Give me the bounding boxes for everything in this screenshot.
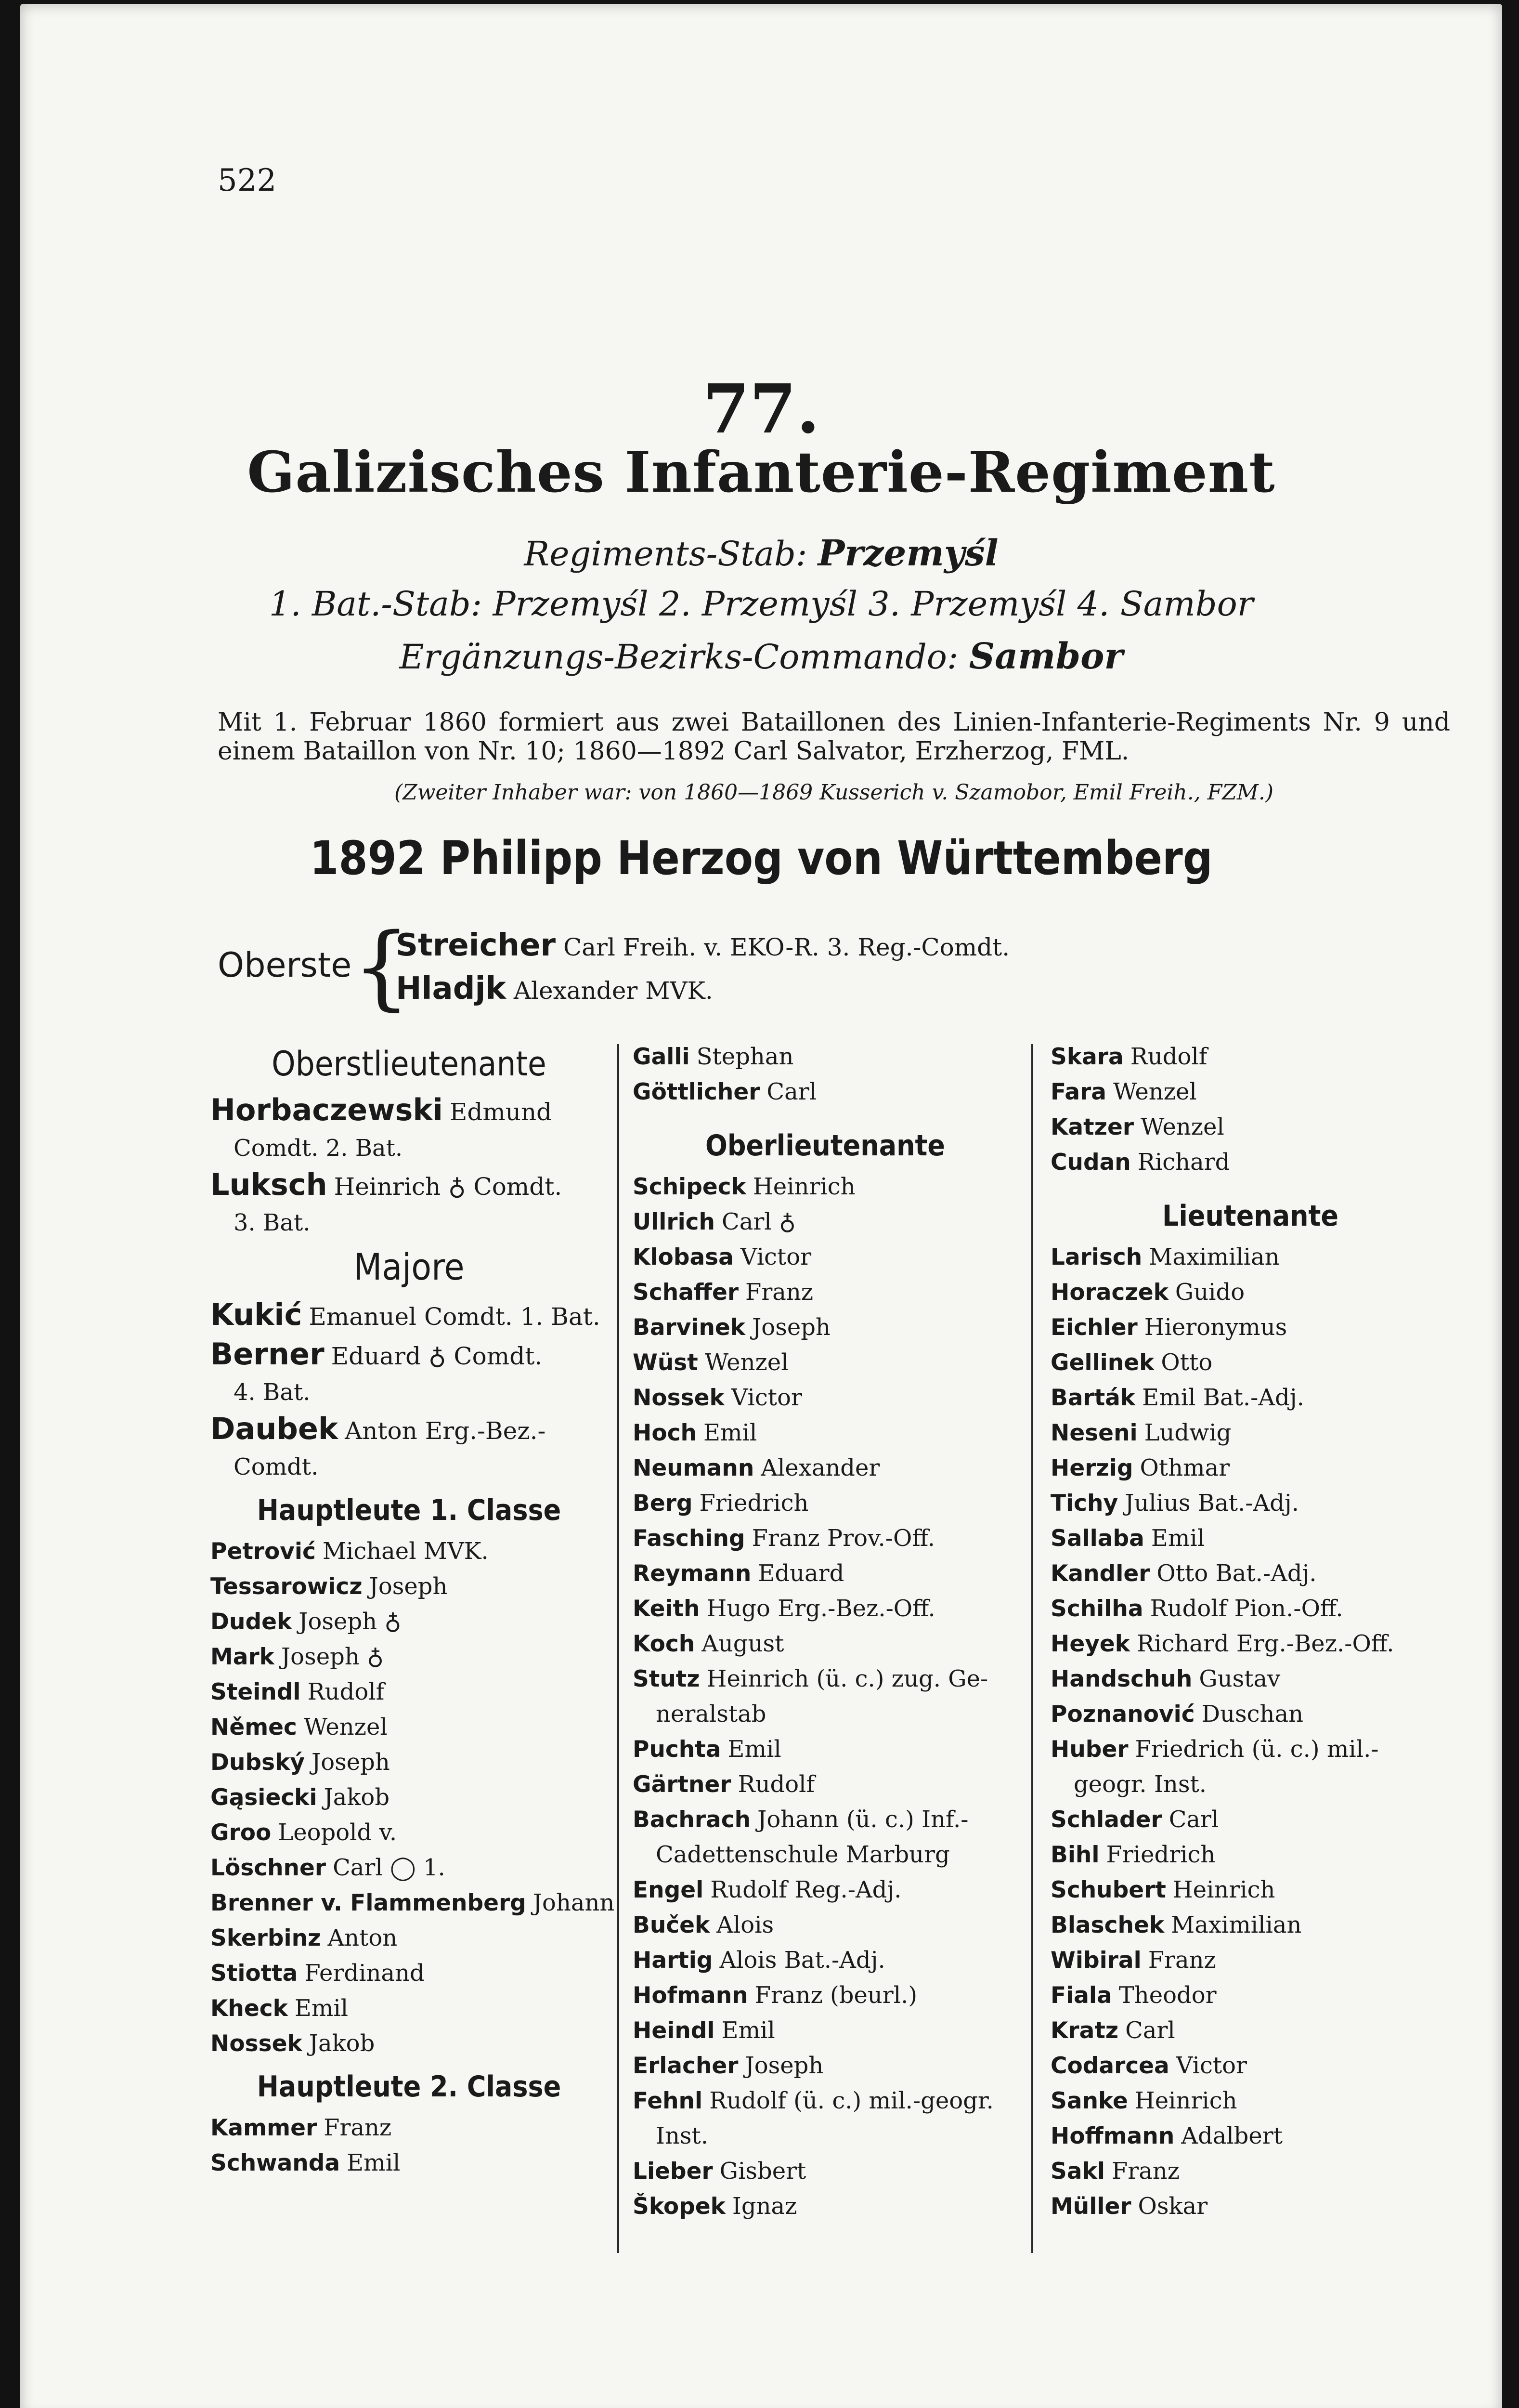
officer-surname: Handschuh bbox=[1051, 1666, 1193, 1692]
officer-surname: Mark bbox=[210, 1644, 274, 1670]
roster-entry bbox=[633, 1872, 1018, 1908]
officer-surname: Huber bbox=[1051, 1736, 1129, 1763]
officer-surname: Hoffmann bbox=[1051, 2123, 1175, 2149]
officer-detail: Heinrich bbox=[753, 1173, 856, 1200]
oberste-brace: { bbox=[352, 914, 411, 1020]
officer-surname: Dubský bbox=[210, 1749, 305, 1776]
officer-detail-continuation: Comdt. 2. Bat. bbox=[234, 1135, 403, 1162]
officer-surname: Neumann bbox=[633, 1455, 754, 1481]
roster-entry bbox=[633, 1486, 1018, 1521]
officer-surname: Hartig bbox=[633, 1947, 713, 1974]
officer-surname: Heindl bbox=[633, 2017, 715, 2044]
officer-detail: Theodor bbox=[1118, 1982, 1217, 2009]
roster-entry bbox=[1051, 1486, 1450, 1521]
officer-detail: Ludwig bbox=[1144, 1419, 1232, 1446]
officer-surname: Tichy bbox=[1051, 1490, 1118, 1517]
officer-detail: Edmund bbox=[449, 1098, 552, 1126]
officer-detail: Wenzel bbox=[1113, 1078, 1197, 1105]
section-heading-hauptleute-1: Hauptleute 1. Classe bbox=[257, 1493, 561, 1527]
officer-surname: Cudan bbox=[1051, 1149, 1131, 1176]
oberst-entry bbox=[396, 971, 713, 1007]
roster-entry bbox=[1051, 1556, 1450, 1591]
officer-surname: Skerbinz bbox=[210, 1925, 321, 1951]
officer-detail: Rudolf bbox=[1130, 1043, 1207, 1070]
roster-entry bbox=[633, 1662, 1018, 1697]
officer-surname: Petrović bbox=[210, 1538, 316, 1565]
officer-detail: Alois Bat.-Adj. bbox=[719, 1947, 885, 1974]
officer-surname: Stutz bbox=[633, 1666, 700, 1692]
officer-surname: Bachrach bbox=[633, 1806, 751, 1833]
officer-detail: Jakob bbox=[324, 1784, 390, 1811]
officer-detail: Heinrich bbox=[1172, 1876, 1275, 1903]
officer-surname: Blaschek bbox=[1051, 1912, 1165, 1938]
officer-surname: Puchta bbox=[633, 1736, 721, 1763]
roster-entry bbox=[633, 1039, 1018, 1074]
officer-surname: Ullrich bbox=[633, 1209, 715, 1235]
officer-surname: Sanke bbox=[1051, 2088, 1128, 2114]
oberste-label: Oberste bbox=[218, 945, 352, 985]
officer-surname: Codarcea bbox=[1051, 2053, 1169, 2079]
officer-surname: Klobasa bbox=[633, 1244, 734, 1270]
officer-surname: Poznanović bbox=[1051, 1701, 1195, 1727]
page-number: 522 bbox=[218, 163, 277, 198]
officer-detail: Michael MVK. bbox=[322, 1538, 489, 1565]
second-owner-note: (Zweiter Inhaber war: von 1860—1869 Kusserich v. Szamobor, Emil Freih., FZM.) bbox=[394, 780, 1274, 805]
roster-entry bbox=[1051, 1837, 1450, 1872]
roster-entry bbox=[1051, 1240, 1450, 1275]
roster-entry bbox=[1051, 1872, 1450, 1908]
officer-surname: Galli bbox=[633, 1044, 690, 1070]
column-right bbox=[1051, 1039, 1450, 2224]
officer-surname: Engel bbox=[633, 1877, 704, 1903]
officer-surname: Kammer bbox=[210, 2115, 317, 2141]
roster-entry bbox=[1051, 1110, 1450, 1145]
officer-detail: Friedrich (ü. c.) mil.- bbox=[1135, 1736, 1379, 1763]
officer-surname: Gellinek bbox=[1051, 1349, 1155, 1376]
section-heading-lieutenante: Lieutenante bbox=[1162, 1199, 1339, 1233]
officer-detail: Gisbert bbox=[719, 2158, 806, 2185]
officer-surname: Hofmann bbox=[633, 1982, 748, 2009]
officer-surname: Horaczek bbox=[1051, 1279, 1168, 1306]
roster-entry bbox=[210, 1569, 608, 1604]
officer-detail: Joseph ♁ bbox=[281, 1643, 384, 1670]
roster-entry bbox=[1051, 2083, 1450, 2119]
roster-entry bbox=[210, 1815, 608, 1850]
officer-detail: Heinrich (ü. c.) zug. Ge- bbox=[706, 1665, 988, 1692]
roster-entry bbox=[210, 1780, 608, 1815]
officer-surname: Groo bbox=[210, 1819, 272, 1846]
officer-detail: Rudolf bbox=[307, 1678, 385, 1705]
officer-surname: Barták bbox=[1051, 1385, 1136, 1411]
officer-surname: Schilha bbox=[1051, 1596, 1143, 1622]
officer-detail: Alois bbox=[716, 1911, 774, 1938]
officer-detail: Carl ◯ 1. bbox=[333, 1854, 445, 1881]
officer-detail: Emil bbox=[347, 2149, 401, 2176]
regiments-stab-value: Przemyśl bbox=[818, 533, 999, 574]
roster-entry bbox=[633, 2013, 1018, 2048]
officer-detail: Richard bbox=[1137, 1149, 1230, 1176]
roster-entry bbox=[633, 1943, 1018, 1978]
roster-entry bbox=[210, 1991, 608, 2026]
officer-detail: Otto bbox=[1161, 1349, 1213, 1376]
roster-entry bbox=[210, 2146, 608, 2181]
officer-surname: Koch bbox=[633, 1631, 695, 1657]
officer-detail: Rudolf Reg.-Adj. bbox=[710, 1876, 902, 1903]
column-left bbox=[210, 1039, 615, 2181]
roster-entry bbox=[633, 1908, 1018, 1943]
officer-detail: Oskar bbox=[1138, 2193, 1208, 2220]
roster-entry bbox=[633, 1074, 1018, 1110]
roster-entry bbox=[1051, 1943, 1450, 1978]
officer-detail: Joseph ♁ bbox=[299, 1608, 402, 1635]
oberst-detail: Carl Freih. v. EKO-R. 3. Reg.-Comdt. bbox=[563, 933, 1010, 961]
officer-detail: Rudolf Pion.-Off. bbox=[1150, 1595, 1343, 1622]
officer-detail: Victor bbox=[731, 1384, 802, 1411]
officer-detail: Joseph bbox=[312, 1749, 390, 1776]
officer-detail: Emil bbox=[727, 1736, 781, 1763]
officer-detail: Ferdinand bbox=[304, 1960, 425, 1987]
roster-entry bbox=[633, 1591, 1018, 1626]
officer-detail: Carl bbox=[1168, 1806, 1219, 1833]
roster-entry bbox=[1051, 1732, 1450, 1767]
column-divider bbox=[617, 1044, 619, 2253]
officer-surname: Škopek bbox=[633, 2193, 726, 2220]
officer-surname: Gąsiecki bbox=[210, 1784, 317, 1811]
officer-surname: Erlacher bbox=[633, 2053, 739, 2079]
roster-entry bbox=[1051, 1380, 1450, 1415]
officer-surname: Reymann bbox=[633, 1560, 752, 1587]
roster-entry bbox=[1051, 1039, 1450, 1074]
roster-entry bbox=[1051, 1626, 1450, 1662]
roster-entry bbox=[1051, 1978, 1450, 2013]
officer-surname: Schaffer bbox=[633, 1279, 739, 1306]
officer-detail: Emil bbox=[294, 1995, 349, 2022]
officer-detail-continuation: Cadettenschule Marburg bbox=[656, 1841, 950, 1868]
officer-detail: Eduard bbox=[758, 1560, 844, 1587]
history-paragraph: Mit 1. Februar 1860 formiert aus zwei Bataillonen des Linien-Infanterie-Regiments Nr. 9 und einem Bataillon von Nr. 10; 1860—1892 Carl Salvator, Erzherzog, FML. bbox=[218, 708, 1450, 766]
officer-detail: Franz Prov.-Off. bbox=[752, 1525, 935, 1552]
officer-detail: Hieronymus bbox=[1144, 1314, 1287, 1341]
roster-entry bbox=[1051, 1591, 1450, 1626]
officer-detail: Joseph bbox=[752, 1314, 831, 1341]
officer-surname: Kheck bbox=[210, 1995, 288, 2022]
officer-detail-continuation: 3. Bat. bbox=[234, 1209, 311, 1236]
officer-detail: Heinrich ♁ Comdt. bbox=[334, 1173, 562, 1201]
officer-surname: Wibiral bbox=[1051, 1947, 1142, 1974]
officer-detail: Carl bbox=[766, 1078, 817, 1105]
roster-entry bbox=[633, 2083, 1018, 2119]
ergaenzung-label: Ergänzungs-Bezirks-Commando: bbox=[399, 637, 969, 677]
officer-surname: Brenner v. Flammenberg bbox=[210, 1890, 526, 1916]
roster-entry bbox=[1051, 2013, 1450, 2048]
officer-surname: Schubert bbox=[1051, 1877, 1166, 1903]
officer-detail: Richard Erg.-Bez.-Off. bbox=[1136, 1630, 1394, 1657]
officer-surname: Gärtner bbox=[633, 1771, 731, 1798]
officer-detail: Emil bbox=[721, 2017, 775, 2044]
roster-entry bbox=[633, 1275, 1018, 1310]
officer-surname: Nossek bbox=[210, 2030, 302, 2057]
officer-surname: Fiala bbox=[1051, 1982, 1112, 2009]
roster-entry bbox=[1051, 1145, 1450, 1180]
officer-surname: Tessarowicz bbox=[210, 1573, 363, 1600]
section-heading-hauptleute-2: Hauptleute 2. Classe bbox=[257, 2070, 561, 2104]
officer-detail: Johann bbox=[532, 1889, 615, 1916]
roster-entry bbox=[633, 1732, 1018, 1767]
oberst-name: Streicher bbox=[396, 928, 556, 963]
officer-detail: Wenzel bbox=[1141, 1113, 1224, 1140]
roster-entry bbox=[633, 1767, 1018, 1802]
officer-detail: Jakob bbox=[309, 2030, 375, 2057]
officer-surname: Dudek bbox=[210, 1609, 292, 1635]
roster-entry bbox=[633, 1978, 1018, 2013]
ergaenzung-line bbox=[20, 636, 1502, 677]
section-heading-majore: Majore bbox=[353, 1245, 465, 1288]
roster-entry bbox=[1051, 1908, 1450, 1943]
officer-detail-continuation: 4. Bat. bbox=[234, 1379, 311, 1406]
bataillon-stab-line: 1. Bat.-Stab: Przemyśl 2. Przemyśl 3. Przemyśl 4. Sambor bbox=[269, 584, 1254, 624]
officer-surname: Löschner bbox=[210, 1855, 326, 1881]
officer-surname: Wüst bbox=[633, 1349, 698, 1376]
officer-detail: Emil Bat.-Adj. bbox=[1142, 1384, 1304, 1411]
officer-detail: Alexander bbox=[761, 1454, 880, 1481]
officer-detail-continuation: Comdt. bbox=[234, 1453, 319, 1480]
roster-entry bbox=[1051, 1521, 1450, 1556]
roster-entry bbox=[1051, 1275, 1450, 1310]
ergaenzung-value: Sambor bbox=[969, 636, 1123, 677]
roster-entry bbox=[633, 1310, 1018, 1345]
officer-surname: Fara bbox=[1051, 1079, 1106, 1105]
officer-detail: Emil bbox=[1151, 1525, 1205, 1552]
regiment-number: 77. bbox=[702, 370, 820, 449]
officer-detail: Franz bbox=[324, 2114, 392, 2141]
officer-surname: Sakl bbox=[1051, 2158, 1105, 2185]
officer-detail: Eduard ♁ Comdt. bbox=[331, 1342, 543, 1370]
officer-detail: Johann (ü. c.) Inf.- bbox=[757, 1806, 969, 1833]
roster-entry bbox=[1051, 1451, 1450, 1486]
regiments-stab-label: Regiments-Stab: bbox=[524, 534, 818, 574]
roster-entry bbox=[210, 1410, 608, 1450]
officer-detail: Wenzel bbox=[303, 1714, 388, 1741]
officer-detail: Duschan bbox=[1201, 1701, 1303, 1727]
roster-entry bbox=[210, 1850, 608, 1885]
officer-detail: Franz (beurl.) bbox=[754, 1982, 918, 2009]
officer-surname: Schwanda bbox=[210, 2150, 340, 2176]
roster-entry bbox=[633, 1556, 1018, 1591]
roster-entry bbox=[1051, 1662, 1450, 1697]
officer-detail: Friedrich bbox=[1106, 1841, 1216, 1868]
oberst-entry bbox=[396, 928, 1010, 963]
officer-surname: Berg bbox=[633, 1490, 693, 1517]
officer-surname: Skara bbox=[1051, 1044, 1124, 1070]
officer-detail: Stephan bbox=[696, 1043, 794, 1070]
roster-entry bbox=[1051, 1697, 1450, 1732]
officer-detail: Emanuel Comdt. 1. Bat. bbox=[309, 1303, 600, 1331]
officer-detail-continuation: geogr. Inst. bbox=[1074, 1771, 1207, 1798]
roster-entry bbox=[1051, 1074, 1450, 1110]
officer-detail: Otto Bat.-Adj. bbox=[1156, 1560, 1317, 1587]
roster-entry bbox=[633, 1380, 1018, 1415]
officer-detail: Maximilian bbox=[1149, 1243, 1280, 1270]
roster-entry bbox=[633, 1240, 1018, 1275]
officer-surname: Heyek bbox=[1051, 1631, 1130, 1657]
column-divider bbox=[1031, 1044, 1033, 2253]
officer-detail: Othmar bbox=[1140, 1454, 1230, 1481]
officer-surname: Müller bbox=[1051, 2193, 1131, 2220]
officer-detail: Hugo Erg.-Bez.-Off. bbox=[706, 1595, 935, 1622]
officer-surname: Lieber bbox=[633, 2158, 713, 2185]
officer-detail: Joseph bbox=[745, 2052, 824, 2079]
officer-surname: Němec bbox=[210, 1714, 297, 1741]
roster-entry bbox=[210, 1296, 608, 1335]
officer-surname: Fehnl bbox=[633, 2088, 703, 2114]
roster-entry bbox=[210, 1675, 608, 1710]
officer-surname: Bihl bbox=[1051, 1842, 1100, 1868]
roster-entry bbox=[633, 2048, 1018, 2083]
officer-surname: Steindl bbox=[210, 1679, 301, 1705]
officer-surname: Schipeck bbox=[633, 1174, 746, 1200]
officer-detail: Guido bbox=[1175, 1279, 1245, 1306]
officer-surname: Keith bbox=[633, 1596, 700, 1622]
oberst-detail: Alexander MVK. bbox=[513, 977, 713, 1005]
officer-detail: Emil bbox=[703, 1419, 757, 1446]
officer-surname: Kandler bbox=[1051, 1560, 1150, 1587]
roster-entry bbox=[210, 2110, 608, 2146]
officer-surname: Larisch bbox=[1051, 1244, 1142, 1270]
officer-detail: Franz bbox=[1111, 2158, 1180, 2185]
officer-detail: Carl bbox=[1125, 2017, 1175, 2044]
roster-entry bbox=[210, 1604, 608, 1639]
roster-entry bbox=[1051, 1310, 1450, 1345]
officer-detail-continuation: neralstab bbox=[656, 1701, 766, 1727]
officer-surname: Fasching bbox=[633, 1525, 745, 1552]
officer-detail: Gustav bbox=[1199, 1665, 1281, 1692]
officer-surname: Herzig bbox=[1051, 1455, 1133, 1481]
roster-entry bbox=[633, 1345, 1018, 1380]
roster-entry bbox=[210, 1921, 608, 1956]
officer-detail: Franz bbox=[1148, 1947, 1216, 1974]
officer-detail: Friedrich bbox=[699, 1490, 809, 1517]
officer-surname: Buček bbox=[633, 1912, 710, 1938]
roster-entry bbox=[633, 1626, 1018, 1662]
officer-detail: Maximilian bbox=[1171, 1911, 1302, 1938]
officer-surname: Kukić bbox=[210, 1297, 302, 1332]
section-heading-oberlieutenante: Oberlieutenante bbox=[705, 1129, 945, 1163]
roster-entry bbox=[633, 1169, 1018, 1204]
officer-surname: Nossek bbox=[633, 1385, 725, 1411]
officer-detail: Victor bbox=[1176, 2052, 1247, 2079]
officer-detail: Anton Erg.-Bez.- bbox=[345, 1417, 546, 1445]
officer-surname: Daubek bbox=[210, 1411, 338, 1446]
officer-surname: Kratz bbox=[1051, 2017, 1119, 2044]
officer-detail: Wenzel bbox=[704, 1349, 789, 1376]
officer-surname: Horbaczewski bbox=[210, 1092, 443, 1127]
officer-detail: Joseph bbox=[369, 1573, 448, 1600]
roster-entry bbox=[210, 1639, 608, 1675]
officer-surname: Eichler bbox=[1051, 1314, 1138, 1341]
officer-detail: Carl ♁ bbox=[722, 1208, 796, 1235]
officer-detail-continuation: Inst. bbox=[656, 2122, 709, 2149]
officer-surname: Göttlicher bbox=[633, 1079, 760, 1105]
roster-entry bbox=[1051, 2189, 1450, 2224]
roster-entry bbox=[633, 1802, 1018, 1837]
roster-entry bbox=[210, 2026, 608, 2061]
officer-surname: Berner bbox=[210, 1336, 325, 1372]
roster-entry bbox=[210, 1335, 608, 1375]
officer-surname: Neseni bbox=[1051, 1420, 1138, 1446]
regiment-owner: 1892 Philipp Herzog von Württemberg bbox=[310, 831, 1213, 885]
officer-detail: Leopold v. bbox=[278, 1819, 397, 1846]
roster-entry bbox=[633, 2189, 1018, 2224]
officer-detail: Victor bbox=[740, 1243, 812, 1270]
oberst-name: Hladjk bbox=[396, 971, 506, 1007]
roster-entry bbox=[1051, 2119, 1450, 2154]
officer-detail: Rudolf (ü. c.) mil.-geogr. bbox=[709, 2087, 994, 2114]
roster-entry bbox=[633, 1415, 1018, 1451]
roster-entry bbox=[633, 1204, 1018, 1240]
roster-entry bbox=[1051, 2154, 1450, 2189]
officer-detail: Julius Bat.-Adj. bbox=[1125, 1490, 1299, 1517]
scanned-page bbox=[20, 4, 1502, 2408]
officer-surname: Katzer bbox=[1051, 1114, 1134, 1140]
regiments-stab-line bbox=[20, 533, 1502, 574]
officer-detail: Franz bbox=[745, 1279, 814, 1306]
officer-surname: Stiotta bbox=[210, 1960, 298, 1987]
roster-entry bbox=[210, 1534, 608, 1569]
roster-entry bbox=[210, 1166, 608, 1205]
roster-entry bbox=[210, 1710, 608, 1745]
officer-detail: Adalbert bbox=[1181, 2122, 1283, 2149]
roster-entry bbox=[210, 1745, 608, 1780]
roster-entry bbox=[1051, 1802, 1450, 1837]
column-middle bbox=[633, 1039, 1018, 2224]
roster-entry bbox=[633, 2154, 1018, 2189]
officer-detail: Ignaz bbox=[732, 2193, 797, 2220]
officer-detail: August bbox=[701, 1630, 784, 1657]
officer-detail: Rudolf bbox=[738, 1771, 815, 1798]
roster-entry bbox=[210, 1885, 615, 1921]
officer-surname: Luksch bbox=[210, 1167, 327, 1202]
officer-detail: Heinrich bbox=[1134, 2087, 1237, 2114]
roster-entry bbox=[1051, 2048, 1450, 2083]
officer-detail: Anton bbox=[327, 1924, 398, 1951]
roster-entry bbox=[633, 1521, 1018, 1556]
roster-entry bbox=[210, 1956, 608, 1991]
officer-surname: Barvinek bbox=[633, 1314, 746, 1341]
roster-entry bbox=[1051, 1345, 1450, 1380]
officer-surname: Hoch bbox=[633, 1420, 697, 1446]
regiment-title: Galizisches Infanterie-Regiment bbox=[247, 440, 1275, 505]
section-heading-oberstlieutenante: Oberstlieutenante bbox=[272, 1044, 546, 1084]
roster-entry bbox=[633, 1451, 1018, 1486]
roster-entry bbox=[1051, 1415, 1450, 1451]
roster-entry bbox=[210, 1091, 608, 1131]
officer-surname: Sallaba bbox=[1051, 1525, 1144, 1552]
officer-surname: Schlader bbox=[1051, 1806, 1162, 1833]
